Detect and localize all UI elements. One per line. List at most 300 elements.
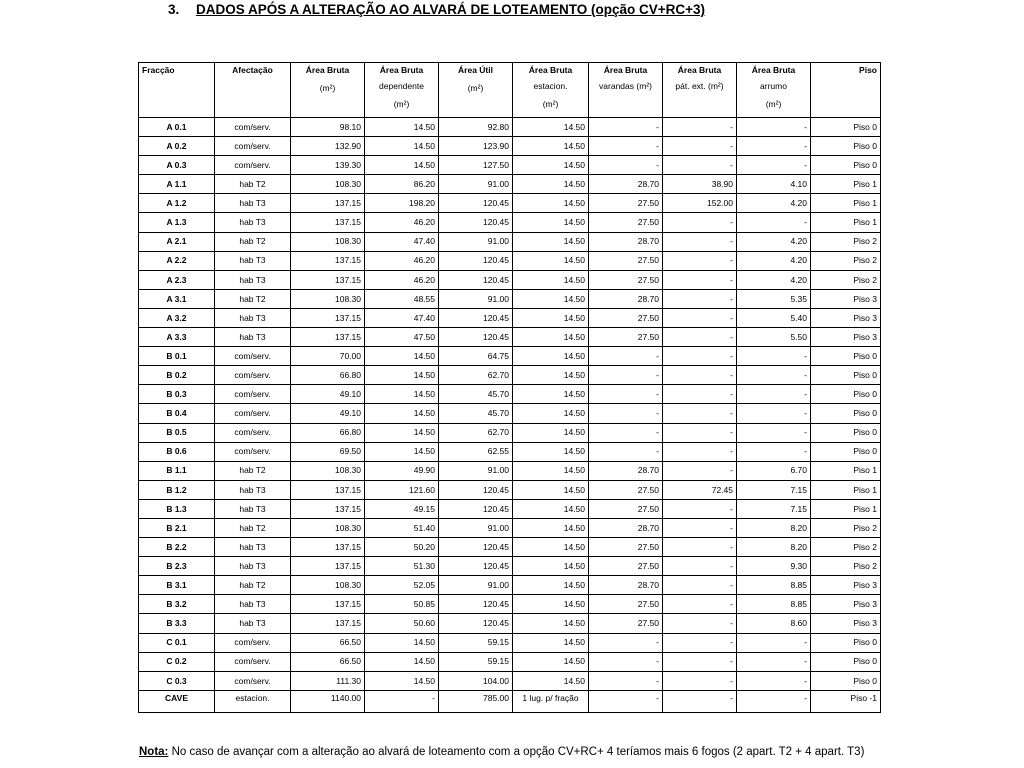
table-cell: A 0.3	[139, 156, 215, 175]
table-cell: 14.50	[365, 442, 439, 461]
table-cell: 91.00	[439, 175, 513, 194]
table-cell: Piso 3	[811, 289, 881, 308]
table-cell: 14.50	[513, 614, 589, 633]
table-cell: 120.45	[439, 194, 513, 213]
table-row	[139, 194, 881, 213]
table-row	[139, 480, 881, 499]
column-header-label: Área Bruta	[528, 65, 573, 75]
table-cell: 1140.00	[291, 690, 365, 712]
table-cell: -	[663, 423, 737, 442]
table-cell: 137.15	[291, 308, 365, 327]
table-cell: 8.20	[737, 538, 811, 557]
table-cell: 66.80	[291, 423, 365, 442]
table-cell: hab T3	[215, 328, 291, 347]
table-cell: 14.50	[365, 118, 439, 137]
table-cell: -	[663, 251, 737, 270]
table-row	[139, 633, 881, 652]
table-cell: 86.20	[365, 175, 439, 194]
table-cell: 47.40	[365, 232, 439, 251]
table-cell: -	[663, 118, 737, 137]
table-cell: 49.15	[365, 499, 439, 518]
table-cell: Piso 0	[811, 137, 881, 156]
table-cell: 27.50	[589, 251, 663, 270]
table-cell: -	[663, 538, 737, 557]
table-cell: 132.90	[291, 137, 365, 156]
table-cell: Piso 1	[811, 461, 881, 480]
table-cell: 104.00	[439, 671, 513, 690]
table-cell: -	[589, 385, 663, 404]
table-cell: A 1.3	[139, 213, 215, 232]
table-cell: 28.70	[589, 461, 663, 480]
table-cell: 49.10	[291, 385, 365, 404]
table-cell: 14.50	[513, 480, 589, 499]
table-cell: hab T3	[215, 499, 291, 518]
table-cell: B 1.2	[139, 480, 215, 499]
table-cell: 5.35	[737, 289, 811, 308]
column-header-label: Área Bruta	[677, 65, 722, 75]
table-cell: 108.30	[291, 289, 365, 308]
section-number: 3.	[168, 2, 180, 17]
table-cell: 98.10	[291, 118, 365, 137]
table-row	[139, 671, 881, 690]
table-cell: 120.45	[439, 480, 513, 499]
table-cell: -	[737, 690, 811, 712]
table-cell: 46.20	[365, 251, 439, 270]
table-cell: -	[663, 518, 737, 537]
table-cell: 14.50	[513, 328, 589, 347]
table-cell: 27.50	[589, 557, 663, 576]
table-cell: 91.00	[439, 289, 513, 308]
table-cell: -	[663, 366, 737, 385]
table-cell: 139.30	[291, 156, 365, 175]
table-cell: 27.50	[589, 213, 663, 232]
table-cell: -	[663, 347, 737, 366]
table-cell: -	[663, 308, 737, 327]
table-cell: 14.50	[365, 156, 439, 175]
table-row	[139, 404, 881, 423]
table-cell: 120.45	[439, 270, 513, 289]
table-cell: -	[589, 652, 663, 671]
table-cell: 49.10	[291, 404, 365, 423]
table-cell: 108.30	[291, 232, 365, 251]
table-cell: hab T2	[215, 576, 291, 595]
table-cell: hab T3	[215, 614, 291, 633]
table-cell: Piso 0	[811, 156, 881, 175]
table-cell: 27.50	[589, 614, 663, 633]
table-cell: 137.15	[291, 213, 365, 232]
table-cell: 14.50	[513, 442, 589, 461]
table-cell: 62.55	[439, 442, 513, 461]
table-cell: 45.70	[439, 385, 513, 404]
table-cell: 7.15	[737, 480, 811, 499]
table-row	[139, 557, 881, 576]
table-cell: B 2.3	[139, 557, 215, 576]
table-cell: A 2.1	[139, 232, 215, 251]
table-cell: 137.15	[291, 251, 365, 270]
table-cell: -	[663, 156, 737, 175]
table-cell: 14.50	[513, 557, 589, 576]
table-cell: A 2.3	[139, 270, 215, 289]
table-cell: -	[663, 690, 737, 712]
table-cell: 121.60	[365, 480, 439, 499]
column-header-sublabel: arrumo	[760, 81, 787, 91]
note-label: Nota:	[139, 746, 169, 758]
table-cell: 28.70	[589, 175, 663, 194]
table-cell: 52.05	[365, 576, 439, 595]
table-cell: Piso 2	[811, 518, 881, 537]
table-row	[139, 595, 881, 614]
table-cell: -	[589, 366, 663, 385]
table-cell: 123.90	[439, 137, 513, 156]
table-cell: 91.00	[439, 518, 513, 537]
table-cell: 14.50	[365, 347, 439, 366]
table-cell: C 0.1	[139, 633, 215, 652]
table-cell: -	[663, 671, 737, 690]
table-cell: 137.15	[291, 270, 365, 289]
section-heading	[168, 2, 705, 17]
table-cell: B 0.6	[139, 442, 215, 461]
table-cell: B 2.1	[139, 518, 215, 537]
table-cell: -	[663, 137, 737, 156]
table-cell: 27.50	[589, 480, 663, 499]
table-cell: Piso 3	[811, 308, 881, 327]
table-cell: 120.45	[439, 557, 513, 576]
column-header	[291, 63, 365, 118]
table-row	[139, 251, 881, 270]
table-cell: Piso 2	[811, 557, 881, 576]
table-cell: 28.70	[589, 576, 663, 595]
column-header	[663, 63, 737, 118]
table-row	[139, 690, 881, 712]
column-header	[365, 63, 439, 118]
table-cell: 49.90	[365, 461, 439, 480]
table-cell: -	[589, 442, 663, 461]
table-cell: 120.45	[439, 595, 513, 614]
table-cell: 8.85	[737, 595, 811, 614]
table-cell: C 0.2	[139, 652, 215, 671]
table-cell: com/serv.	[215, 347, 291, 366]
table-cell: 92.80	[439, 118, 513, 137]
table-cell: 28.70	[589, 289, 663, 308]
table-row	[139, 137, 881, 156]
column-header	[139, 63, 215, 118]
table-cell: Piso 0	[811, 423, 881, 442]
table-cell: B 2.2	[139, 538, 215, 557]
table-cell: 14.50	[365, 423, 439, 442]
table-cell: 108.30	[291, 518, 365, 537]
table-cell: -	[737, 442, 811, 461]
table-cell: -	[737, 118, 811, 137]
table-cell: 137.15	[291, 595, 365, 614]
table-cell: 127.50	[439, 156, 513, 175]
table-cell: -	[663, 595, 737, 614]
table-cell: 38.90	[663, 175, 737, 194]
table-cell: com/serv.	[215, 156, 291, 175]
table-cell: A 3.1	[139, 289, 215, 308]
table-cell: Piso 0	[811, 404, 881, 423]
table-cell: Piso 0	[811, 671, 881, 690]
table-cell: 111.30	[291, 671, 365, 690]
column-header-sublabel: pát. ext. (m²)	[675, 81, 724, 91]
column-header-label: Piso	[859, 65, 877, 75]
table-cell: 14.50	[365, 385, 439, 404]
table-cell: 14.50	[513, 423, 589, 442]
table-cell: 14.50	[513, 118, 589, 137]
table-row	[139, 614, 881, 633]
table-cell: 9.30	[737, 557, 811, 576]
table-cell: 27.50	[589, 308, 663, 327]
table-cell: -	[589, 423, 663, 442]
table-cell: A 2.2	[139, 251, 215, 270]
column-header-label: Área Bruta	[751, 65, 796, 75]
table-cell: -	[663, 461, 737, 480]
table-cell: hab T3	[215, 270, 291, 289]
column-header-label: Área Bruta	[379, 65, 424, 75]
column-header	[513, 63, 589, 118]
table-cell: hab T2	[215, 518, 291, 537]
table-cell: 14.50	[513, 289, 589, 308]
table-cell: 8.85	[737, 576, 811, 595]
table-cell: B 0.4	[139, 404, 215, 423]
table-row	[139, 270, 881, 289]
table-cell: Piso 0	[811, 347, 881, 366]
table-cell: 137.15	[291, 614, 365, 633]
table-cell: 91.00	[439, 232, 513, 251]
table-cell: 120.45	[439, 538, 513, 557]
note-text: No caso de avançar com a alteração ao alvará de loteamento com a opção CV+RC+ 4 teríamos mais 6 fogos (2 apart. T2 + 4 apart. T3)	[168, 746, 865, 758]
table-cell: B 0.3	[139, 385, 215, 404]
table-cell: 66.80	[291, 366, 365, 385]
table-cell: 62.70	[439, 423, 513, 442]
table-cell: B 0.5	[139, 423, 215, 442]
table-cell: 120.45	[439, 614, 513, 633]
table-cell: 14.50	[513, 156, 589, 175]
table-cell: Piso 2	[811, 232, 881, 251]
table-cell: -	[589, 118, 663, 137]
table-cell: -	[663, 232, 737, 251]
table-cell: B 3.2	[139, 595, 215, 614]
table-cell: com/serv.	[215, 404, 291, 423]
table-cell: 14.50	[513, 633, 589, 652]
footnote	[139, 746, 864, 758]
table-row	[139, 232, 881, 251]
table-cell: 14.50	[513, 366, 589, 385]
column-header	[737, 63, 811, 118]
table-cell: -	[737, 385, 811, 404]
table-cell: hab T3	[215, 538, 291, 557]
table-cell: 27.50	[589, 595, 663, 614]
table-cell: 14.50	[513, 576, 589, 595]
table-cell: -	[589, 690, 663, 712]
table-cell: 66.50	[291, 652, 365, 671]
table-cell: 4.20	[737, 194, 811, 213]
table-cell: Piso 2	[811, 270, 881, 289]
table-row	[139, 442, 881, 461]
table-cell: C 0.3	[139, 671, 215, 690]
table-cell: CAVE	[139, 690, 215, 712]
column-header-unit: (m²)	[765, 99, 782, 109]
table-cell: -	[589, 137, 663, 156]
table-cell: -	[663, 633, 737, 652]
table-cell: 5.40	[737, 308, 811, 327]
table-cell: -	[663, 328, 737, 347]
table-cell: 6.70	[737, 461, 811, 480]
table-cell: 14.50	[513, 308, 589, 327]
table-cell: 14.50	[513, 671, 589, 690]
table-cell: -	[589, 347, 663, 366]
table-cell: 14.50	[513, 137, 589, 156]
table-row	[139, 652, 881, 671]
column-header-label: Afectação	[232, 65, 273, 75]
table-cell: 152.00	[663, 194, 737, 213]
table-cell: 62.70	[439, 366, 513, 385]
table-cell: 14.50	[365, 671, 439, 690]
table-cell: 14.50	[513, 652, 589, 671]
table-cell: -	[589, 671, 663, 690]
table-cell: 14.50	[513, 385, 589, 404]
fractions-table	[138, 62, 881, 713]
table-cell: 120.45	[439, 308, 513, 327]
table-cell: -	[663, 289, 737, 308]
table-cell: -	[663, 404, 737, 423]
table-cell: -	[737, 423, 811, 442]
table-cell: Piso -1	[811, 690, 881, 712]
column-header-unit: (m²)	[542, 99, 559, 109]
column-header-unit: (m²)	[319, 83, 336, 93]
table-cell: 137.15	[291, 480, 365, 499]
table-cell: Piso 1	[811, 194, 881, 213]
table-cell: 14.50	[513, 232, 589, 251]
table-cell: 137.15	[291, 557, 365, 576]
table-cell: com/serv.	[215, 118, 291, 137]
table-cell: hab T3	[215, 251, 291, 270]
table-cell: -	[737, 404, 811, 423]
table-cell: 120.45	[439, 213, 513, 232]
table-cell: estacion.	[215, 690, 291, 712]
table-cell: A 3.2	[139, 308, 215, 327]
table-cell: B 0.2	[139, 366, 215, 385]
table-cell: 51.40	[365, 518, 439, 537]
column-header-sublabel: dependente	[379, 81, 424, 91]
table-cell: -	[737, 652, 811, 671]
table-cell: 14.50	[365, 652, 439, 671]
table-cell: B 3.1	[139, 576, 215, 595]
table-cell: -	[737, 347, 811, 366]
table-cell: -	[663, 385, 737, 404]
table-row	[139, 175, 881, 194]
table-cell: 785.00	[439, 690, 513, 712]
table-cell: 4.20	[737, 232, 811, 251]
table-cell: 4.20	[737, 251, 811, 270]
table-cell: Piso 3	[811, 328, 881, 347]
table-cell: 108.30	[291, 461, 365, 480]
table-row	[139, 347, 881, 366]
table-cell: 120.45	[439, 328, 513, 347]
table-cell: 4.10	[737, 175, 811, 194]
table-cell: Piso 0	[811, 633, 881, 652]
table-cell: 137.15	[291, 499, 365, 518]
table-cell: 14.50	[513, 499, 589, 518]
table-row	[139, 118, 881, 137]
table-cell: B 1.3	[139, 499, 215, 518]
table-cell: -	[663, 213, 737, 232]
section-title: DADOS APÓS A ALTERAÇÃO AO ALVARÁ DE LOTEAMENTO (opção CV+RC+3)	[196, 2, 706, 17]
table-row	[139, 461, 881, 480]
table-cell: 45.70	[439, 404, 513, 423]
table-cell: -	[737, 366, 811, 385]
column-header-sublabel: varandas (m²)	[599, 81, 652, 91]
table-cell: Piso 0	[811, 442, 881, 461]
table-cell: B 3.3	[139, 614, 215, 633]
table-cell: 1 lug. p/ fração	[513, 690, 589, 712]
table-cell: 4.20	[737, 270, 811, 289]
table-cell: -	[589, 156, 663, 175]
table-cell: Piso 3	[811, 595, 881, 614]
table-cell: A 3.3	[139, 328, 215, 347]
column-header	[439, 63, 513, 118]
table-header-row	[139, 63, 881, 118]
table-cell: 72.45	[663, 480, 737, 499]
table-row	[139, 538, 881, 557]
table-cell: hab T3	[215, 194, 291, 213]
table-cell: Piso 0	[811, 366, 881, 385]
table-row	[139, 499, 881, 518]
column-header	[215, 63, 291, 118]
table-cell: 50.20	[365, 538, 439, 557]
table-cell: 14.50	[365, 366, 439, 385]
table-cell: 14.50	[513, 404, 589, 423]
table-cell: 14.50	[365, 633, 439, 652]
table-cell: Piso 0	[811, 652, 881, 671]
table-cell: 66.50	[291, 633, 365, 652]
table-row	[139, 289, 881, 308]
table-cell: 27.50	[589, 538, 663, 557]
table-cell: 14.50	[513, 175, 589, 194]
table-cell: hab T3	[215, 213, 291, 232]
table-cell: 91.00	[439, 461, 513, 480]
table-cell: 64.75	[439, 347, 513, 366]
table-cell: hab T2	[215, 289, 291, 308]
table-cell: 14.50	[513, 538, 589, 557]
table-cell: hab T2	[215, 232, 291, 251]
table-cell: -	[663, 557, 737, 576]
table-cell: com/serv.	[215, 671, 291, 690]
table-row	[139, 576, 881, 595]
table-cell: Piso 1	[811, 499, 881, 518]
table-cell: -	[663, 576, 737, 595]
table-cell: Piso 2	[811, 251, 881, 270]
table-cell: 14.50	[513, 595, 589, 614]
table-cell: -	[589, 633, 663, 652]
table-cell: com/serv.	[215, 137, 291, 156]
table-cell: -	[737, 633, 811, 652]
table-cell: com/serv.	[215, 633, 291, 652]
table-cell: hab T3	[215, 308, 291, 327]
table-row	[139, 308, 881, 327]
table-cell: 14.50	[513, 213, 589, 232]
table-cell: 27.50	[589, 328, 663, 347]
table-cell: B 1.1	[139, 461, 215, 480]
table-cell: 198.20	[365, 194, 439, 213]
table-cell: 120.45	[439, 499, 513, 518]
table-cell: 14.50	[513, 194, 589, 213]
table-cell: 14.50	[365, 404, 439, 423]
table-cell: 120.45	[439, 251, 513, 270]
table-cell: Piso 3	[811, 576, 881, 595]
table-cell: -	[737, 156, 811, 175]
table-row	[139, 156, 881, 175]
table-cell: -	[663, 499, 737, 518]
